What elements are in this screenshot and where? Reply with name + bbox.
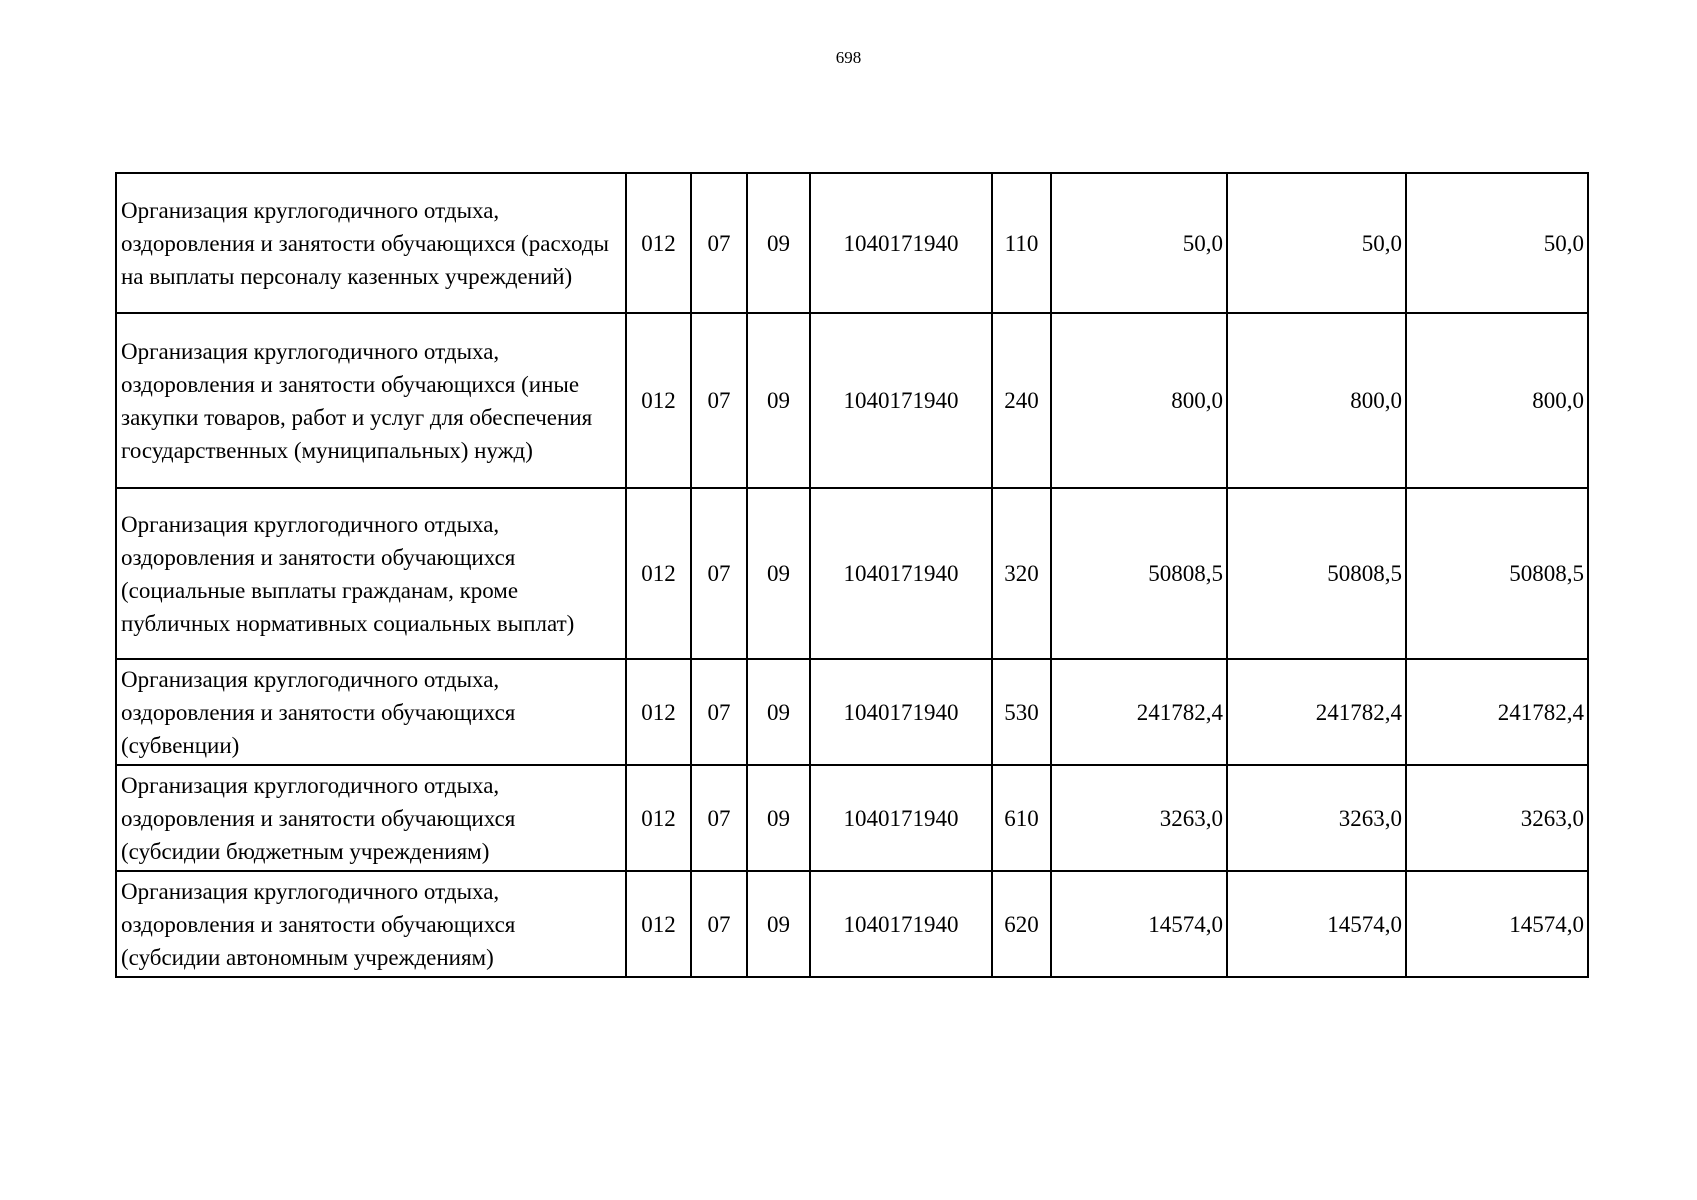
- expense-type-code: 320: [992, 488, 1051, 659]
- amount-2: 3263,0: [1227, 765, 1406, 871]
- target-article-code: 1040171940: [810, 765, 992, 871]
- expense-type-code: 240: [992, 313, 1051, 488]
- amount-1: 50,0: [1051, 173, 1227, 313]
- table-row: [116, 871, 1588, 977]
- amount-2: 241782,4: [1227, 659, 1406, 765]
- subsection-code: 09: [747, 488, 810, 659]
- section-code: 07: [691, 313, 747, 488]
- ministry-code: 012: [626, 659, 691, 765]
- amount-2: 14574,0: [1227, 871, 1406, 977]
- amount-3: 50,0: [1406, 173, 1588, 313]
- amount-1: 50808,5: [1051, 488, 1227, 659]
- row-description: Организация круглогодичного отдыха, оздоровления и занятости обучающихся (субсидии бюджетным учреждениям): [116, 765, 626, 871]
- amount-3: 3263,0: [1406, 765, 1588, 871]
- amount-2: 50808,5: [1227, 488, 1406, 659]
- page-number: 698: [835, 48, 862, 67]
- amount-1: 241782,4: [1051, 659, 1227, 765]
- expense-type-code: 530: [992, 659, 1051, 765]
- ministry-code: 012: [626, 313, 691, 488]
- ministry-code: 012: [626, 488, 691, 659]
- amount-3: 800,0: [1406, 313, 1588, 488]
- target-article-code: 1040171940: [810, 871, 992, 977]
- section-code: 07: [691, 659, 747, 765]
- table-row: [116, 313, 1588, 488]
- amount-3: 14574,0: [1406, 871, 1588, 977]
- row-description: Организация круглогодичного отдыха, оздоровления и занятости обучающихся (социальные выплаты гражданам, кроме публичных нормативных социальных выплат): [116, 488, 626, 659]
- amount-3: 50808,5: [1406, 488, 1588, 659]
- subsection-code: 09: [747, 871, 810, 977]
- budget-table: [115, 172, 1589, 978]
- table-row: [116, 765, 1588, 871]
- row-description: Организация круглогодичного отдыха, оздоровления и занятости обучающихся (расходы на выплаты персоналу казенных учреждений): [116, 173, 626, 313]
- amount-1: 800,0: [1051, 313, 1227, 488]
- expense-type-code: 610: [992, 765, 1051, 871]
- ministry-code: 012: [626, 173, 691, 313]
- subsection-code: 09: [747, 765, 810, 871]
- section-code: 07: [691, 173, 747, 313]
- amount-1: 14574,0: [1051, 871, 1227, 977]
- table-row: [116, 659, 1588, 765]
- target-article-code: 1040171940: [810, 313, 992, 488]
- amount-2: 50,0: [1227, 173, 1406, 313]
- target-article-code: 1040171940: [810, 488, 992, 659]
- target-article-code: 1040171940: [810, 173, 992, 313]
- section-code: 07: [691, 765, 747, 871]
- section-code: 07: [691, 488, 747, 659]
- row-description: Организация круглогодичного отдыха, оздоровления и занятости обучающихся (иные закупки товаров, работ и услуг для обеспечения государственных (муниципальных) нужд): [116, 313, 626, 488]
- table-row: [116, 488, 1588, 659]
- row-description: Организация круглогодичного отдыха, оздоровления и занятости обучающихся (субвенции): [116, 659, 626, 765]
- amount-1: 3263,0: [1051, 765, 1227, 871]
- row-description: Организация круглогодичного отдыха, оздоровления и занятости обучающихся (субсидии автономным учреждениям): [116, 871, 626, 977]
- amount-2: 800,0: [1227, 313, 1406, 488]
- ministry-code: 012: [626, 871, 691, 977]
- subsection-code: 09: [747, 313, 810, 488]
- target-article-code: 1040171940: [810, 659, 992, 765]
- subsection-code: 09: [747, 659, 810, 765]
- subsection-code: 09: [747, 173, 810, 313]
- section-code: 07: [691, 871, 747, 977]
- table-row: [116, 173, 1588, 313]
- expense-type-code: 620: [992, 871, 1051, 977]
- expense-type-code: 110: [992, 173, 1051, 313]
- amount-3: 241782,4: [1406, 659, 1588, 765]
- ministry-code: 012: [626, 765, 691, 871]
